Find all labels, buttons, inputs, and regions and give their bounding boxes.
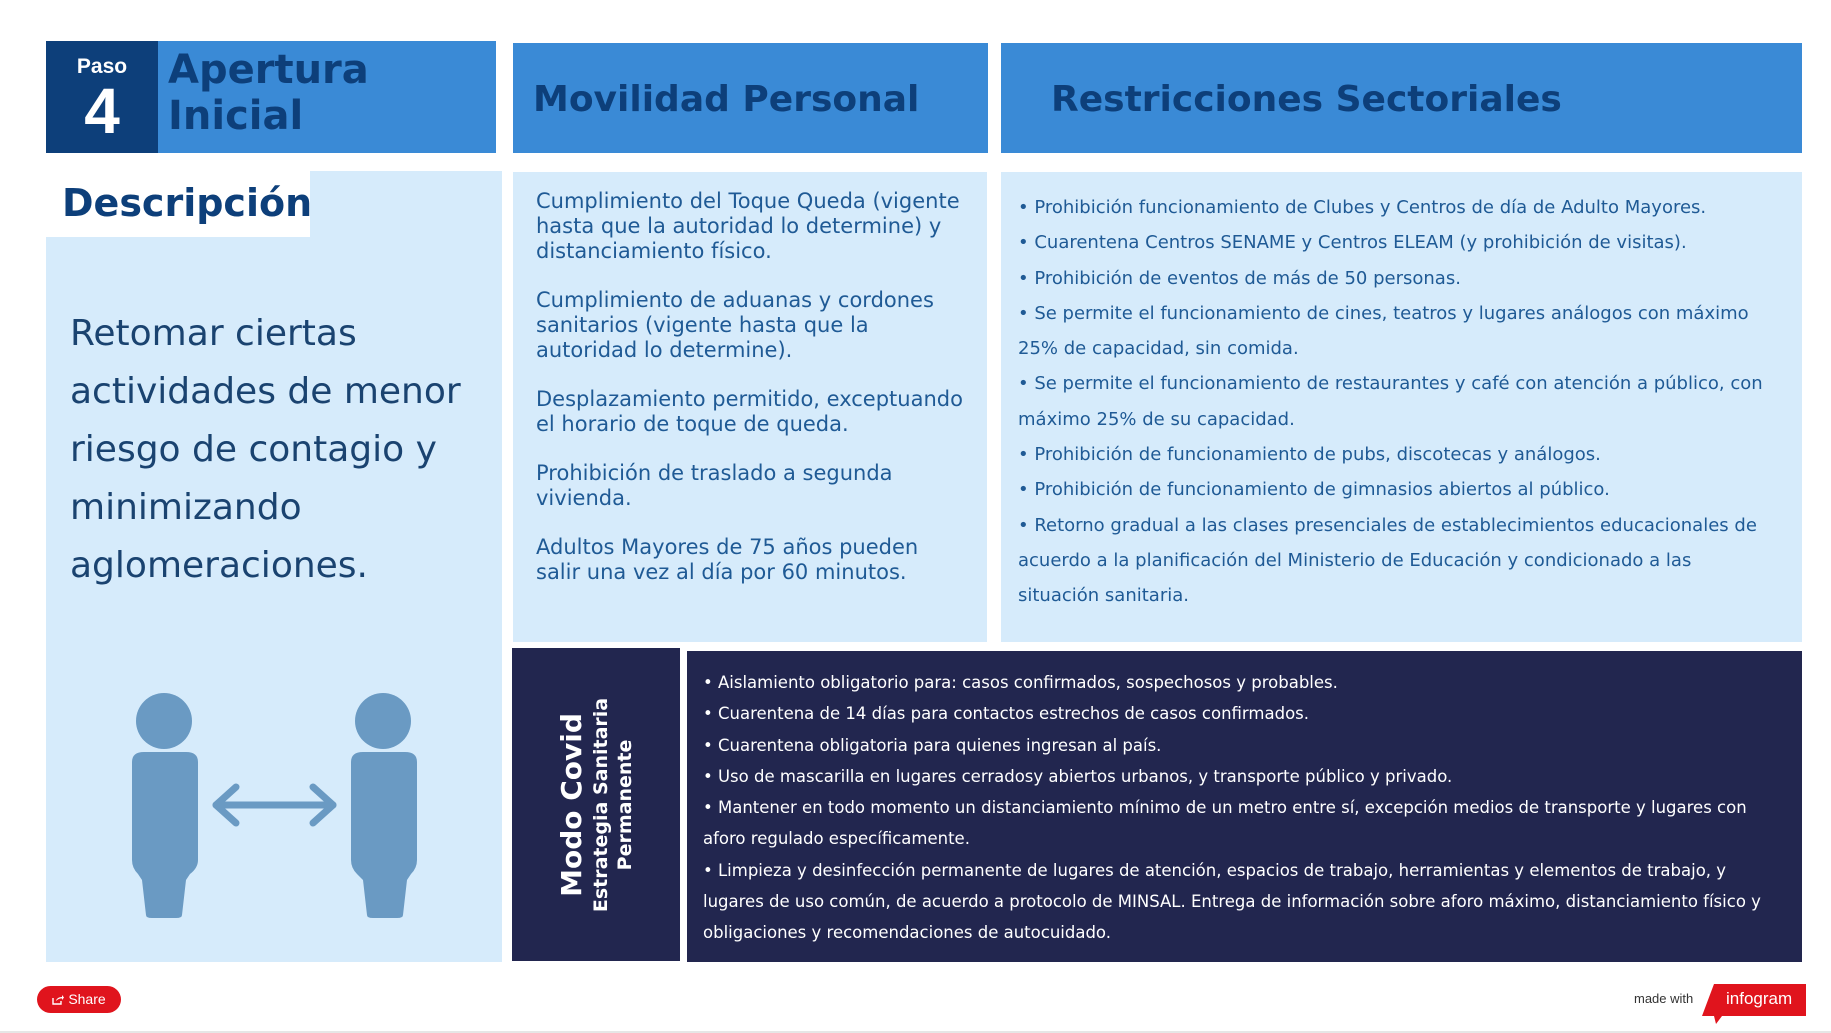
social-distancing-icon xyxy=(118,690,428,920)
share-icon xyxy=(52,994,64,1005)
restricciones-title: Restricciones Sectoriales xyxy=(1051,79,1562,120)
descripcion-tab xyxy=(46,171,313,237)
list-item: • Aislamiento obligatorio para: casos confirmados, sospechosos y probables. xyxy=(703,673,1338,692)
step-title-line-2: Inicial xyxy=(168,93,304,139)
modo-covid-label-box xyxy=(512,648,680,961)
list-item: Prohibición de traslado a segunda vivienda. xyxy=(536,461,893,510)
list-item: Adultos Mayores de 75 años pueden salir una vez al día por 60 minutos. xyxy=(536,535,919,584)
step-title-box xyxy=(158,41,496,153)
movilidad-header xyxy=(513,43,988,153)
list-item: • Se permite el funcionamiento de cines, teatros y lugares análogos con máximo 25% de capacidad, sin comida. xyxy=(1018,302,1749,360)
step-title xyxy=(168,47,369,139)
list-item: • Retorno gradual a las clases presenciales de establecimientos educacionales de acuerdo a la planificación del Ministerio de Educación y condicionado a las situación sanitaria. xyxy=(1018,514,1757,607)
restricciones-header xyxy=(1001,43,1802,153)
modo-covid-subtitle-2: Permanente xyxy=(614,739,636,870)
infogram-brand: infogram xyxy=(1726,989,1793,1008)
list-item: Cumplimiento del Toque Queda (vigente hasta que la autoridad lo determine) y distanciamiento físico. xyxy=(536,189,960,263)
modo-covid-list xyxy=(703,667,1773,949)
step-badge xyxy=(46,41,158,153)
step-title-line-1: Apertura xyxy=(168,47,369,93)
made-with-text: made with xyxy=(1634,991,1694,1006)
modo-covid-label xyxy=(555,655,637,955)
list-item: • Cuarentena Centros SENAME y Centros ELEAM (y prohibición de visitas). xyxy=(1018,232,1687,254)
step-number: 4 xyxy=(84,75,120,147)
infogram-logo[interactable] xyxy=(1700,984,1806,1016)
list-item: • Uso de mascarilla en lugares cerradosy abiertos urbanos, y transporte público y privado. xyxy=(703,766,1453,786)
list-item: Cumplimiento de aduanas y cordones sanitarios (vigente hasta que la autoridad lo determine). xyxy=(536,288,934,362)
movilidad-list xyxy=(536,189,966,609)
list-item: • Cuarentena de 14 días para contactos estrechos de casos confirmados. xyxy=(703,704,1310,724)
restricciones-list xyxy=(1018,190,1778,614)
movilidad-title: Movilidad Personal xyxy=(533,79,920,120)
share-label: Share xyxy=(68,991,106,1007)
list-item: • Prohibición de funcionamiento de pubs, discotecas y análogos. xyxy=(1018,444,1601,466)
descripcion-text: Retomar ciertas actividades de menor riesgo de contagio y minimizando aglomeraciones. xyxy=(70,313,461,586)
list-item: • Prohibición funcionamiento de Clubes y Centros de día de Adulto Mayores. xyxy=(1018,197,1707,218)
modo-covid-title: Modo Covid xyxy=(555,712,588,897)
list-item: Desplazamiento permitido, exceptuando el horario de toque de queda. xyxy=(536,387,963,436)
list-item: • Limpieza y desinfección permanente de lugares de atención, espacios de trabajo, herramientas y elementos de trabajo, y lugares de uso común, de acuerdo a protocolo de MINSAL. Entrega de información sobre aforo máximo, distanciamiento físico y obligaciones y recomendaciones de autocuidado. xyxy=(703,860,1761,943)
list-item: • Cuarentena obligatoria para quienes ingresan al país. xyxy=(703,735,1162,755)
modo-covid-subtitle-1: Estrategia Sanitaria xyxy=(590,697,612,912)
list-item: • Mantener en todo momento un distanciamiento mínimo de un metro entre sí, excepción medios de transporte y lugares con aforo regulado específicamente. xyxy=(703,798,1747,849)
list-item: • Se permite el funcionamiento de restaurantes y café con atención a público, con máximo 25% de su capacidad. xyxy=(1018,373,1763,430)
list-item: • Prohibición de eventos de más de 50 personas. xyxy=(1018,267,1461,289)
share-button[interactable] xyxy=(37,986,121,1013)
list-item: • Prohibición de funcionamiento de gimnasios abiertos al público. xyxy=(1018,479,1610,501)
step-label: Paso xyxy=(76,55,128,78)
descripcion-title: Descripción xyxy=(62,181,313,225)
